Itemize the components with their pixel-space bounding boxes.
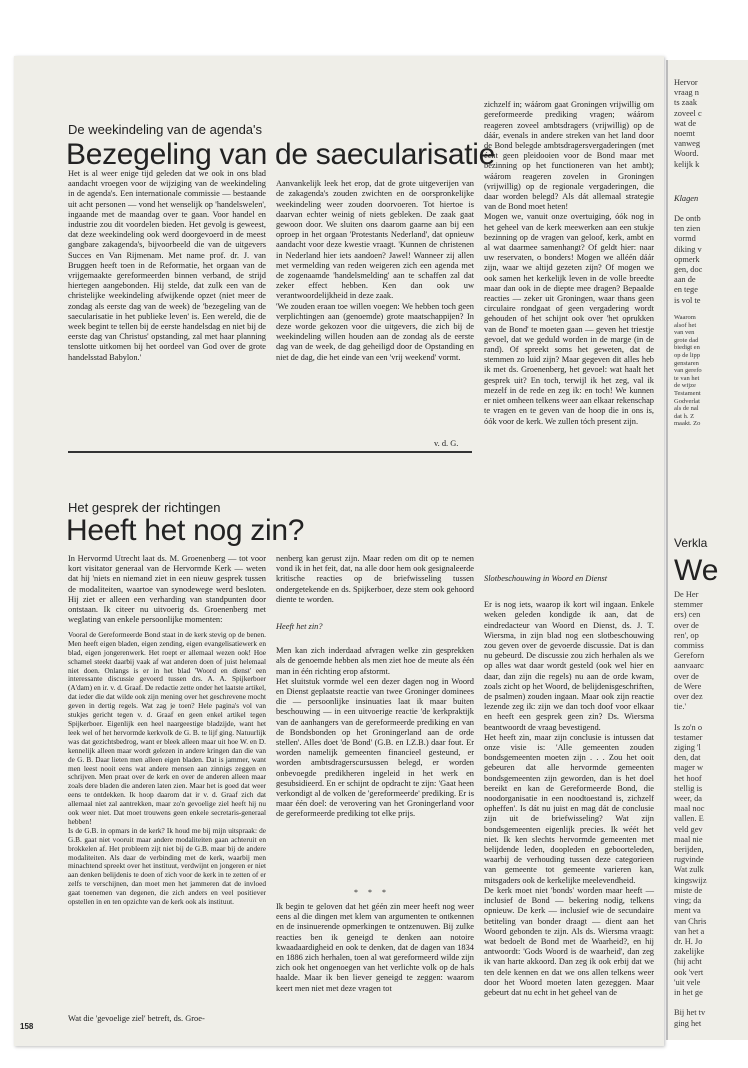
- article2-column-1-end: [68, 1014, 266, 1026]
- article2-quote-text: Vooral de Gereformeerde Bond staat in de kerk stevig op de benen. Men heeft eigen bladen, eigen zending, eigen evangelisatiewerk en blad, eigen jongerenwerk. Het roept er allemaal wezen ook! Hoe schamel steekt daarbij vaak af wat anderen doen of juist helemaal niet doen. Onlangs is er in het blad 'Woord en dienst' een interessante discussie gevoerd tussen drs. A. A. Spijkerboer (A'dam) en ir. v. d. Graaf. De redactie zette onder het laatste artikel, dat ieder die dat wilde ook zijn mening over het geschrevene mocht geven in dertig regels. Wat zag je toen? Hele pagina's vol van stukjes gericht tegen v. d. Graaf en geen enkel artikel tegen Spijkerboer. Eigenlijk een heel naargeestige bladzijde, want het leek wel of het hervormde kerkvolk de G. B. te lijf ging. Natuurlijk was dat gezichtsbedrog, want er bleek alleen maar uit hoe W. en D. kennelijk alleen maar wordt gelezen in andere kringen dan die van de G. B. Daar lieten men alleen eigen bladen. Dat is jammer, want men leest nooit eens wat andere mensen aan zinnigs zeggen en schrijven. Men praat over de kerk en over de anderen alleen maar zoals dere bladen die anderen laten zien. Maar het is goed dat weer eens te ontdekken. Ik hoop daarom dat ir v. d. Graaf zich dat allemaal niet zal aantrekken, maar zo'n gevoelige ziel heeft hij nu ook weer niet. Dat moet trouwens geen enkele secretaris-generaal hebben! Is de G.B. in opmars in de kerk? Ik houd me bij mijn uitspraak: de G.B. gaat niet vooruit maar andere modaliteiten gaan achteruit en brokkelen af. Het probleem zijt niet bij de G.B. maar bij de andere modaliteiten. Als daar de verbinding met de kerk, waarbij men minachtend spreekt over het instituut, verdwijnt en jongeren er niet aan denken belijdenis te doen of zich voor de kerk in te zetten of er zelfs te verschijnen, dan moet men het jammeren dat de invloed gaat toenemen van degenen, die zich anders en veel positiever opstellen in en ten opzichte van de kerk ook als instituut.: [68, 629, 266, 907]
- article2-column-2-top: [276, 554, 474, 616]
- next-page-subhead: Klagen: [674, 194, 699, 203]
- article1-column-2: [276, 169, 474, 437]
- article2-intro-text: In Hervormd Utrecht laat ds. M. Groenenberg — tot voor kort visitator generaal van de Hervormde Kerk — weten dat hij 'niets en niemand ziet in een nieuw gesprek tussen de modaliteiten, waartoe van synodewege werd besloten. Hij ziet er alleen een verharding van standpunten door ontstaan. Ik citeer nu uitvoerig ds. Groenenberg met weglating van enkele persoonlijke momenten:: [68, 554, 266, 625]
- article2-col3-bottom-text: Er is nog iets, waarop ik kort wil ingaan. Enkele weken geleden kondigde ik aan, dat de eindredacteur van Woord en Dienst, ds. J. T. Wiersma, in zijn blad nog een slotbeschouwing zou geven over de gevoerde discussie. Dat is dan nu gebeurd. De discussie zou zich herhalen als we op alles wat daar wordt gesteld (ook wel hier en daar, dan zijn die regels) nu aan de orde kwam, zoals zicht op het Woord, de belijdenisgeschriften, de psalmen) zouden ingaan. Maar ook zijn reactie lezende zeg ik: zijn we dan toch doof voor elkaar en heeft een gesprek geen zin? Ds. Wiersma beantwoordt de vraag bevestigend. Het heeft zin, maar zijn conclusie is intussen dat onze visie is: 'Alle gemeenten zouden bondsgemeenten moeten zijn . . . Zou het ooit gebeuren dat alle hervormde gemeenten bondsgemeenten zijn geworden, dan is het doel bereikt en kan de Gereformeerde Bond, die noodorganisatie in een noodtoestand is, zichzelf opheffen'. Is dát nu juist en mag dát de conclusie zijn uit de briefwisseling? Wat zijn bondsgemeenten eigenlijk precies. Ik wéét het niet. Ik ken slechts hervormde gemeenten met belijdende leden, doopleden en geboorteleden, waarbij de verhouding tussen deze categorieen van gemeente tot gemeente varieren kan, mitsgaders ook de kerkelijke meelevendheid. De kerk moet niet 'bonds' worden maar heeft — inclusief de Bond — bekering nodig, telkens opnieuw. De kerk — inclusief wie de secundaire betiteling van bonder draagt — dient aan het Woord gebonden te zijn. Als ds. Wiersma vraagt: wat bedoelt de Bond met de Waarheid?, en hij antwoordt: 'Gods Woord is de waarheid', dan zeg ik van harte akkoord. Dan zeg ik ook erbij dat we ten dele kennen en dat we ons allen telkens weer door het Woord moeten laten gezeggen. Maar gebeurt dat nu echt in het geheel van de: [484, 600, 654, 997]
- article2-subhead-heeft-het-zin: Heeft het zin?: [276, 622, 323, 631]
- article2-column-2-mid: [276, 636, 474, 884]
- next-page-top-text: Hervor vraag n ts zaak zoveel c wat de noemt vanweg Woord. kelijk k: [674, 78, 702, 169]
- article2-title: Heeft het nog zin?: [66, 514, 305, 547]
- article2-kicker: Het gesprek der richtingen: [68, 500, 221, 515]
- next-page-mid-text: De ontb ten zien vormd diking v opmerk gen, doc aan de en tege is vol te: [674, 214, 703, 305]
- magazine-page: [14, 56, 664, 1046]
- article2-col2-top-text: nenberg kan gerust zijn. Maar reden om dit op te nemen vond ik in het feit, dat, na alle door hem ook gesignaleerde kritische reacties op de briefwisseling tussen ondergetekende en ds. Spijkerboer, deze stem ook gehoord diente te worden.: [276, 554, 474, 604]
- article2-col2-bottom-text: Ik begin te geloven dat het géén zin meer heeft nog weer eens al die dingen met klem van argumenten te ontkennen en de insinuerende opmerkingen te ontzenuwen. Bij zulke reacties ben ik geneigd te denken aan notoire kwaadaardigheid en ook te denken, dat de dagen van 1834 en 1886 zich herhalen, toen al wat gereformeerd wilde zijn zich ook het ongenoegen van het verlichte volk op de hals haalde. Maar ik ben liever geneigd te zeggen: waarom keert men niet met deze vragen tot: [276, 902, 474, 993]
- article2-col1-end-text: Wat die 'gevoelige ziel' betreft, ds. Groe-: [68, 1014, 205, 1023]
- next-page-title: We: [674, 554, 719, 587]
- article2-col2-mid-text: Men kan zich inderdaad afvragen welke zin gesprekken als de genoemde hebben als men ziet hoe de meute als één man in één richting erop afstormt. Het sluitstuk vormde wel een dezer dagen nog in Woord en Dienst geplaatste reactie van twee Groninger dominees die — persoonlijke insinuaties laat ik maar buiten beschouwing — in een uitvoerige reactie 'de kerkpraktijk van de aanhangers van de gereformeerde prediking en van de Bondsbonden op het Groningerland aan de orde stellen'. Alles doet 'de Bond' (G.B. en I.Z.B.) daar fout. Er worden namelijk gemeenten financieel gesteund, er worden ambtsdragerscursussen belegd, er worden onbevoegde predikheren ingeleid in het werk en gesubsidieerd. En er schijnt de opdracht te zijn: 'Gaat heen verkondigt al de volken de 'gereformeerde' prediking. Er is maar één doel: de verovering van het Groningerland voor de gereformeerde prediking tot elke prijs.: [276, 646, 474, 819]
- next-page-fragment: [666, 60, 748, 1040]
- article2-subhead-slotbeschouwing: Slotbeschouwing in Woord en Dienst: [484, 574, 608, 583]
- article2-column-3-bottom: [484, 590, 654, 1028]
- next-page-kicker: Verkla: [674, 536, 708, 550]
- next-page-bottom-text: De Her stemmer ers) cen over de ren', op commiss Gereforn aanvaarc over de de Were over dez tie.' Is zo'n o testamer ziging 'l den, dat mager w het hoof stellig is weer, da maal noc vallen. E veld gev maal nie berijden, rugvinde Wat zulk kingswijz miste de ving; da ment va van Chris van het a dr. H. Jo zakelijke (hij acht ook 'vert 'uit vele in het ge Bij het tv ging het: [674, 590, 707, 1028]
- article2-quote-block: [68, 622, 266, 1002]
- article1-bottom-rule: [68, 451, 472, 453]
- next-page-small-text: Waarom alsof het van ven grote dad biedigt en op de lipp genstaren van gerefo te van het de wijze Testament Godverlat als de nal dat h. Z maakt. Zo: [674, 314, 702, 428]
- article1-signature: v. d. G.: [434, 439, 459, 448]
- article1-column-1: [68, 169, 266, 437]
- article1-title: Bezegeling van de saecularisatie: [66, 138, 496, 171]
- article1-col2-text: Aanvankelijk leek het erop, dat de grote uitgeverijen van de zakagenda's zouden zwichten en de oorspronkelijke weekindeling weer zouden doorvoeren. Tot hiertoe is daarvan echter weinig of niets gebleken. De zaak gaat gewoon door. We sluiten ons daarom gaarne aan bij een oproep in het orgaan 'Protestants Nederland', dat opnieuw aandacht voor deze kwestie vraagt. 'Kunnen de christenen in Nederland hier iets aandoen? Jawel! Wanneer zij allen met vermelding van reden weigeren zich een agenda met de zogenaamde 'handelsmelding' aan te schaffen zal dat zeker effect hebben. Ken dan ook uw verantwoordelijkheid in deze zaak. 'We zouden eraan toe willen voegen: We hebben toch geen verplichtingen aan (genoemde) grote maatschappijen? In deze worde gekozen voor die uitgevers, die zich bij de weekindeling willen houden aan de zondag als de eerste dag van de week, de dag geheiligd door de Opstanding en niet de dag, die het einde van een 'vrij weekend' vormt.: [276, 179, 474, 362]
- article1-kicker: De weekindeling van de agenda's: [68, 122, 263, 137]
- article2-column-3-top: [484, 90, 654, 566]
- article2-column-2-bottom: [276, 902, 474, 1028]
- article1-col1-text: Het is al weer enige tijd geleden dat we ook in ons blad aandacht vroegen voor de wijziging van de weekindeling in de agenda's. Een internationale commissie — bestaande uit acht personen — vond het wenselijk op 'handelswelen', ingaande met de maandag over te gaan. Voor handel en industrie zou dit voordelen bieden. Het gevolg is geweest, dat deze weekindeling ook werd doorgevoerd in de meest gangbare zakagenda's, bijvoorbeeld die van de uitgevers Succes en Van Rijmenam. Met name prof. dr. J. van Bruggen heeft toen in de Reformatie, het orgaan van de vrijgemaakte gereformeerden binnen verband, de strijd hiertegen aangebonden. Hij stelde, dat zulk een van de christelijke weekindeling afwijkende opzet (niet meer de zondag als eerste dag van de week) de 'bezegeling van de saecularisatie in het publieke leven' is. Een wereld, die de week begint te tellen bij de eerste handelsdag en niet bij de eerste dag van Christus' opstanding, zal met haar planning tenslotte uitkomen bij het oordeel van God over de grote handelsstad Babylon.': [68, 169, 266, 362]
- page-number: 158: [20, 1022, 34, 1031]
- section-break-stars: * * *: [354, 888, 390, 897]
- article2-col3-top-text: zichzelf in; wáárom gaat Groningen vrijwillig om gereformeerde prediking vragen; wáárom reageren zoveel ambtsdragers (vrijwillig) op de dáár, evenals in andere streken van het land door de Bond belegde ambtsdragersvergaderingen (met écht geen pleidooien voor de Bond maar met bezinning op het functioneren van het ambt); wáárom reageren zovelen in Groningen (vrijwillig) op de regionale vergaderingen, die daar worden belegd? Als dát allemaal strategie van de Bond moet heten! Mogen we, vanuit onze overtuiging, óók nog in het geheel van de kerk meewerken aan een stukje bezinning op de vragen van geloof, kerk, ambt en al wat daarmee samenhangt? Of geldt hier: naar uw reservaten, o bonders! Mogen we alléén dáár zijn, waar we altijd gezeten zijn? Of mogen we ook samen het kerkelijk leven in de volle breedte maar dan ook in de diepte mee dragen? Bepaalde reacties — zeker uit Groningen, waar thans geen circulaire rondgaat of geen vergadering wordt gehouden of het schijnt ook over 'het oprukken van de Bond' te moeten gaan — geven het triestje gevoel, dat we geduld worden in de marge (in de rand). Of spreekt soms het geweten, dat de stemmen zo luid zijn? Maar gegeven dit alles heb ik met ds. Groenenberg, het gevoel: wat haalt het gesprek uit? En toch, terwijl ik het zeg, val ik mezelf in de rede en zeg ik: en toch! We kunnen er niet omheen telkens weer aan elkaar rekenschap te vragen en te geven van de hoop die in ons is, óók voor de kerk. We zullen tóch present zijn.: [484, 100, 654, 426]
- article2-column-1-intro: [68, 554, 266, 625]
